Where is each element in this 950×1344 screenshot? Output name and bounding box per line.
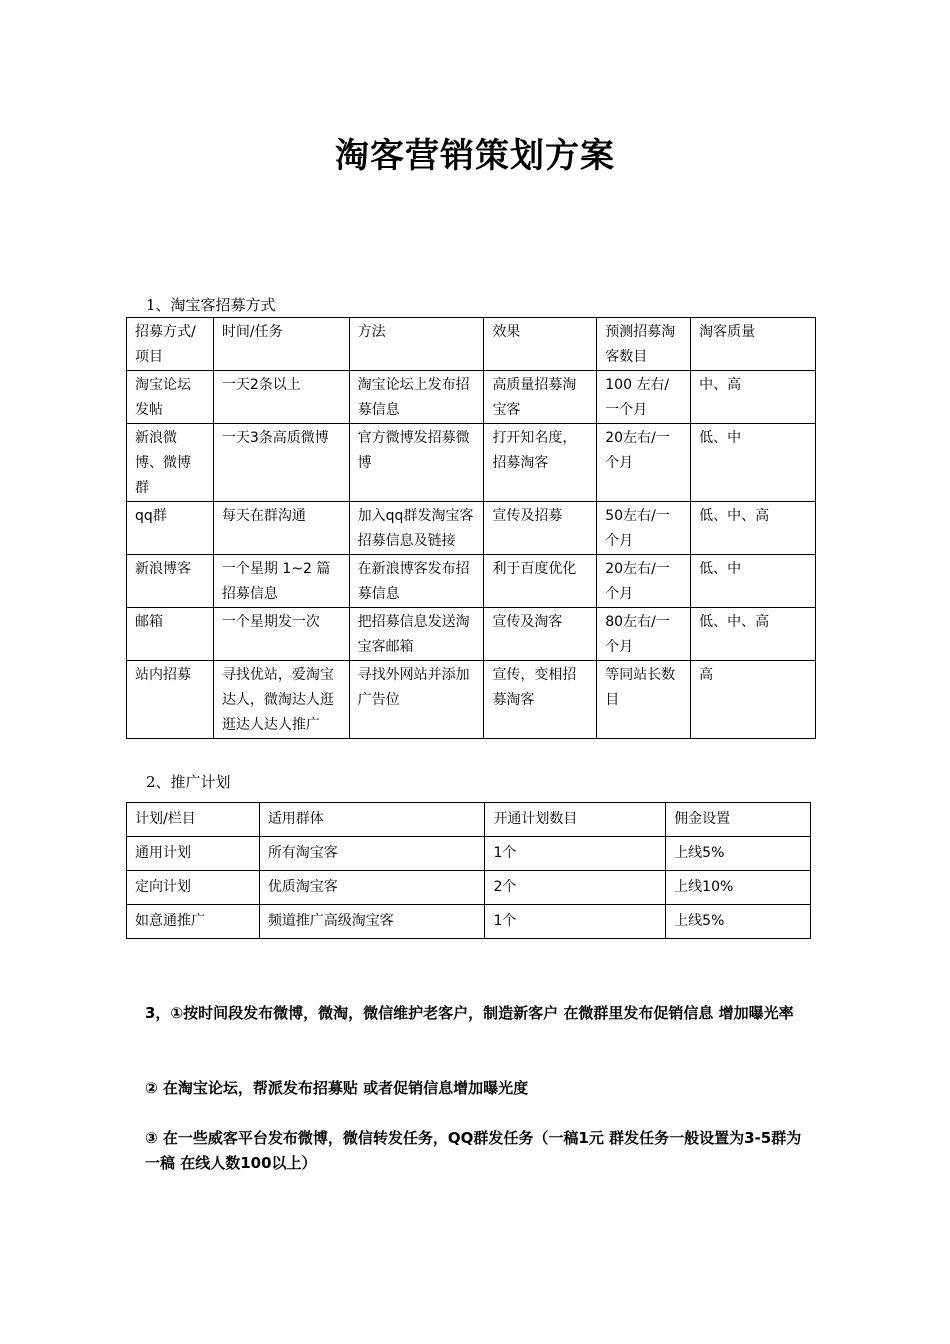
section2-heading: 2、推广计划 [146, 773, 231, 791]
table-cell: 低、中 [691, 424, 816, 502]
table-cell: 20左右/一个月 [597, 555, 691, 608]
table-cell: 一个星期 1~2 篇招募信息 [213, 555, 349, 608]
table-cell: 利于百度优化 [484, 555, 597, 608]
table-header-row [127, 803, 811, 837]
table-cell: 一个星期发一次 [213, 608, 349, 661]
table-cell: 在新浪博客发布招募信息 [349, 555, 484, 608]
table-cell: 寻找外网站并添加广告位 [349, 661, 484, 739]
table-row [127, 608, 816, 661]
header-cell: 计划/栏目 [127, 803, 260, 837]
table-cell: 高质量招募淘宝客 [484, 371, 597, 424]
table-cell: 80左右/一个月 [597, 608, 691, 661]
table-cell: 20左右/一个月 [597, 424, 691, 502]
header-cell: 适用群体 [259, 803, 485, 837]
strategy-paragraph-1: 3，①按时间段发布微博，微淘，微信维护老客户，制造新客户 在微群里发布促销信息 增加曝光率 [145, 1004, 794, 1022]
table-cell: 2个 [485, 871, 666, 905]
table-cell: 50左右/一个月 [597, 502, 691, 555]
table-row [127, 424, 816, 502]
table-cell: 定向计划 [127, 871, 260, 905]
table-cell: 100 左右/一个月 [597, 371, 691, 424]
table-row [127, 371, 816, 424]
header-cell: 预测招募淘客数目 [597, 318, 691, 371]
table-cell: 淘宝论坛上发布招募信息 [349, 371, 484, 424]
table-cell: 一天3条高质微博 [213, 424, 349, 502]
table-cell: 每天在群沟通 [213, 502, 349, 555]
table-row [127, 905, 811, 939]
table-cell: 低、中、高 [691, 502, 816, 555]
header-cell: 开通计划数目 [485, 803, 666, 837]
page-title: 淘客营销策划方案 [335, 136, 615, 176]
table-cell: 官方微博发招募微博 [349, 424, 484, 502]
table-cell: 宣传及招募 [484, 502, 597, 555]
table-cell: 1个 [485, 837, 666, 871]
table-cell: 优质淘宝客 [259, 871, 485, 905]
strategy-paragraph-3: ③ 在一些威客平台发布微博，微信转发任务，QQ群发任务（一稿1元 群发任务一般设置为3-5群为一稿 在线人数100以上） [145, 1129, 802, 1172]
header-cell: 时间/任务 [213, 318, 349, 371]
table-row [127, 871, 811, 905]
strategy-paragraph-2: ② 在淘宝论坛，帮派发布招募贴 或者促销信息增加曝光度 [145, 1079, 529, 1097]
table-cell: 打开知名度，招募淘客 [484, 424, 597, 502]
table-row [127, 502, 816, 555]
table-cell: 加入qq群发淘宝客招募信息及链接 [349, 502, 484, 555]
table-cell: 寻找优站，爱淘宝达人，微淘达人逛逛达人达人推广 [213, 661, 349, 739]
table-cell: qq群 [127, 502, 214, 555]
table-cell: 新浪微博、微博群 [127, 424, 214, 502]
table-cell: 高 [691, 661, 816, 739]
table-cell: 上线10% [666, 871, 811, 905]
table-cell: 等同站长数目 [597, 661, 691, 739]
table-row [127, 661, 816, 739]
table-row [127, 555, 816, 608]
table-cell: 上线5% [666, 837, 811, 871]
table-cell: 低、中 [691, 555, 816, 608]
table-cell: 低、中、高 [691, 608, 816, 661]
table-cell: 新浪博客 [127, 555, 214, 608]
table-cell: 中、高 [691, 371, 816, 424]
table-cell: 一天2条以上 [213, 371, 349, 424]
table-header-row [127, 318, 816, 371]
table-cell: 淘宝论坛发帖 [127, 371, 214, 424]
table-cell: 上线5% [666, 905, 811, 939]
promotion-plan-table [126, 802, 811, 939]
table-row [127, 837, 811, 871]
recruitment-table [126, 317, 816, 739]
table-cell: 宣传，变相招募淘客 [484, 661, 597, 739]
table-cell: 通用计划 [127, 837, 260, 871]
table-cell: 站内招募 [127, 661, 214, 739]
table-cell: 如意通推广 [127, 905, 260, 939]
table-cell: 把招募信息发送淘宝客邮箱 [349, 608, 484, 661]
header-cell: 淘客质量 [691, 318, 816, 371]
header-cell: 佣金设置 [666, 803, 811, 837]
table-cell: 宣传及淘客 [484, 608, 597, 661]
table-cell: 频道推广高级淘宝客 [259, 905, 485, 939]
header-cell: 招募方式/项目 [127, 318, 214, 371]
header-cell: 效果 [484, 318, 597, 371]
table-cell: 所有淘宝客 [259, 837, 485, 871]
table-cell: 邮箱 [127, 608, 214, 661]
table-cell: 1个 [485, 905, 666, 939]
header-cell: 方法 [349, 318, 484, 371]
section1-heading: 1、淘宝客招募方式 [146, 296, 276, 314]
